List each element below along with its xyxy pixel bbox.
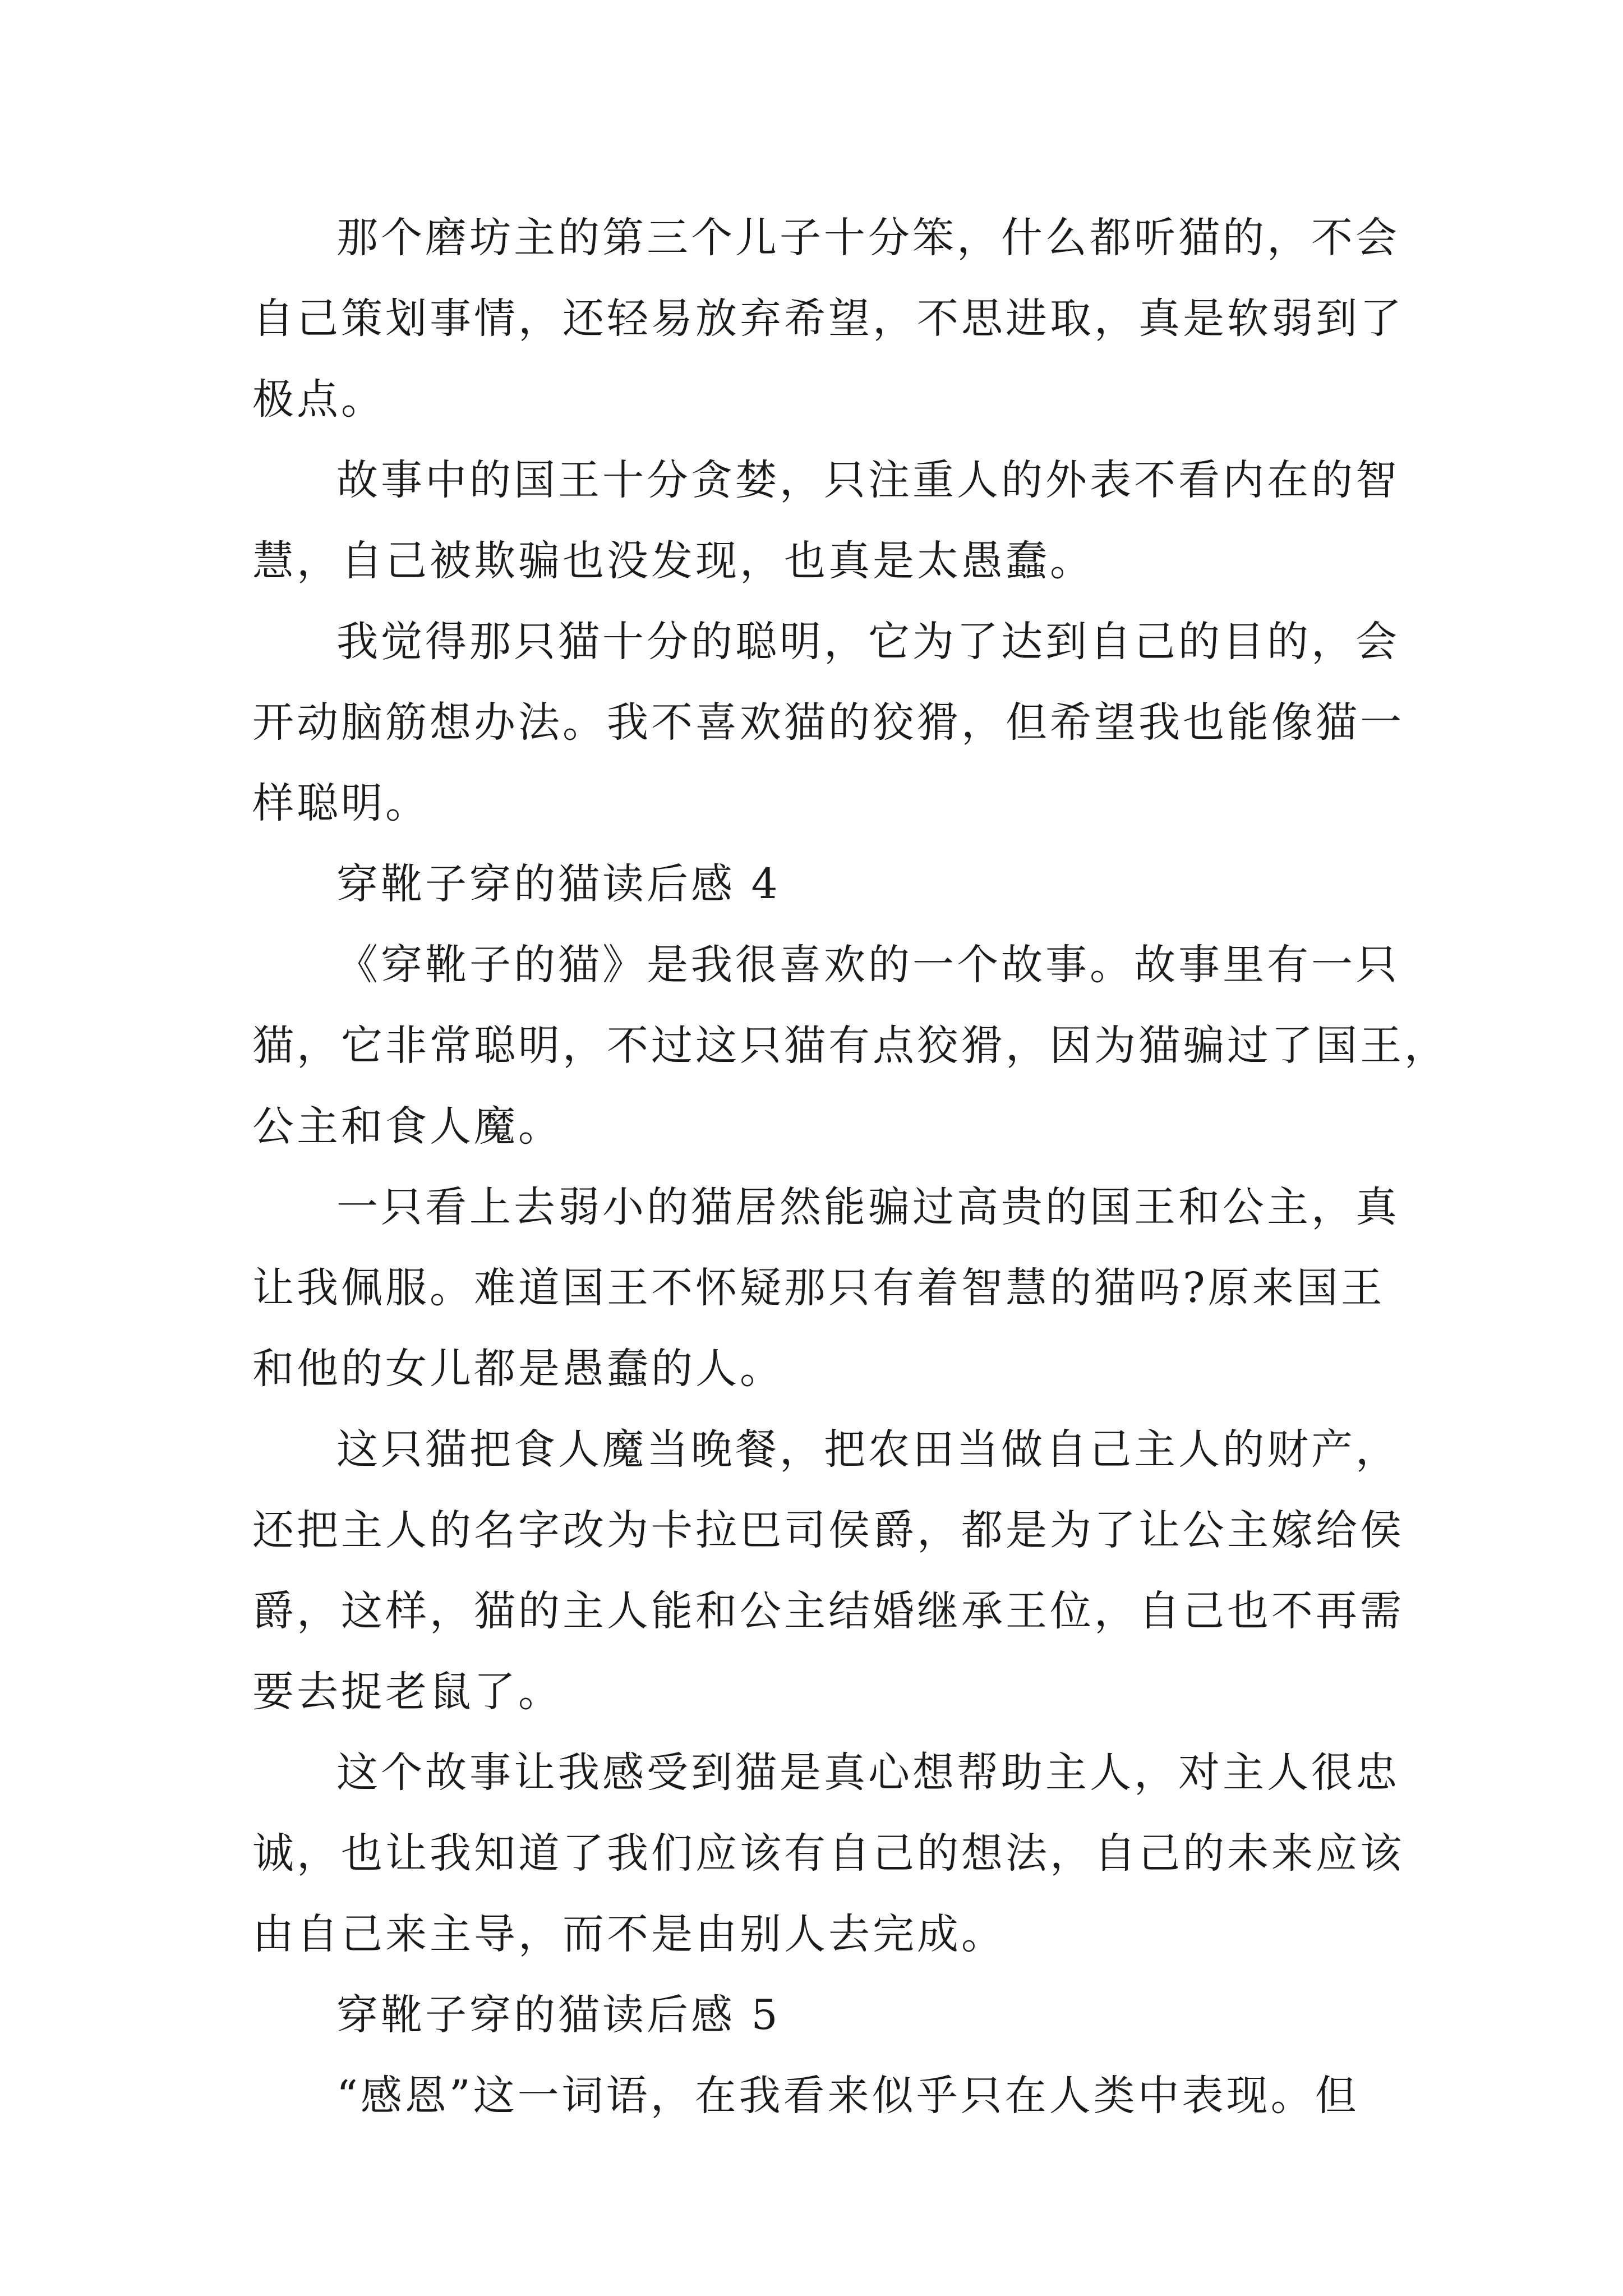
document-body [252,197,1449,2136]
text-line: 由自己来主导，而不是由别人去完成。 [252,1910,1006,1958]
text-line: 《穿靴子的猫》是我很喜欢的一个故事。故事里有一只 [336,941,1400,989]
text-line: 还把主人的名字改为卡拉巴司侯爵，都是为了让公主嫁给侯 [252,1506,1404,1554]
text-line: 那个磨坊主的第三个儿子十分笨，什么都听猫的，不会 [336,214,1400,262]
text-line: 公主和食人魔。 [252,1102,562,1151]
text-line: 我觉得那只猫十分的聪明，它为了达到自己的目的，会 [336,618,1400,666]
text-line: 慧，自己被欺骗也没发现，也真是太愚蠢。 [252,537,1094,585]
text-line: 要去捉老鼠了。 [252,1668,562,1716]
paragraph [252,1167,1400,1409]
paragraph [252,1732,1404,1975]
text-line: 和他的女儿都是愚蠢的人。 [252,1345,784,1393]
text-line: 这个故事让我感受到猫是真心想帮助主人，对主人很忠 [336,1749,1400,1797]
text-line: 极点。 [252,375,385,424]
text-line: 爵，这样，猫的主人能和公主结婚继承王位，自己也不再需 [252,1587,1404,1635]
paragraph [252,601,1404,844]
text-line: “感恩”这一词语，在我看来似乎只在人类中表现。但 [336,2072,1359,2120]
text-line: 让我佩服。难道国王不怀疑那只有着智慧的猫吗?原来国王 [252,1264,1385,1312]
paragraph [252,440,1400,601]
text-line: 一只看上去弱小的猫居然能骗过高贵的国王和公主，真 [336,1183,1400,1231]
text-line: 样聪明。 [252,779,430,827]
heading-text: 穿靴子穿的猫读后感 4 [336,860,781,908]
text-line: 开动脑筋想办法。我不喜欢猫的狡猾，但希望我也能像猫一 [252,698,1404,747]
text-line: 这只猫把食人魔当晚餐，把农田当做自己主人的财产， [336,1425,1400,1474]
section-heading [252,844,1385,924]
text-line: 诚，也让我知道了我们应该有自己的想法，自己的未来应该 [252,1829,1404,1878]
text-line: 故事中的国王十分贪婪，只注重人的外表不看内在的智 [336,456,1400,504]
text-line: 猫，它非常聪明，不过这只猫有点狡猾，因为猫骗过了国王， [252,1022,1449,1070]
section-heading [252,1975,1385,2055]
paragraph [252,1409,1404,1732]
heading-text: 穿靴子穿的猫读后感 5 [336,1991,781,2039]
paragraph [252,924,1449,1167]
paragraph [252,197,1404,440]
text-line: 自己策划事情，还轻易放弃希望，不思进取，真是软弱到了 [252,295,1404,343]
paragraph [252,2055,1385,2136]
